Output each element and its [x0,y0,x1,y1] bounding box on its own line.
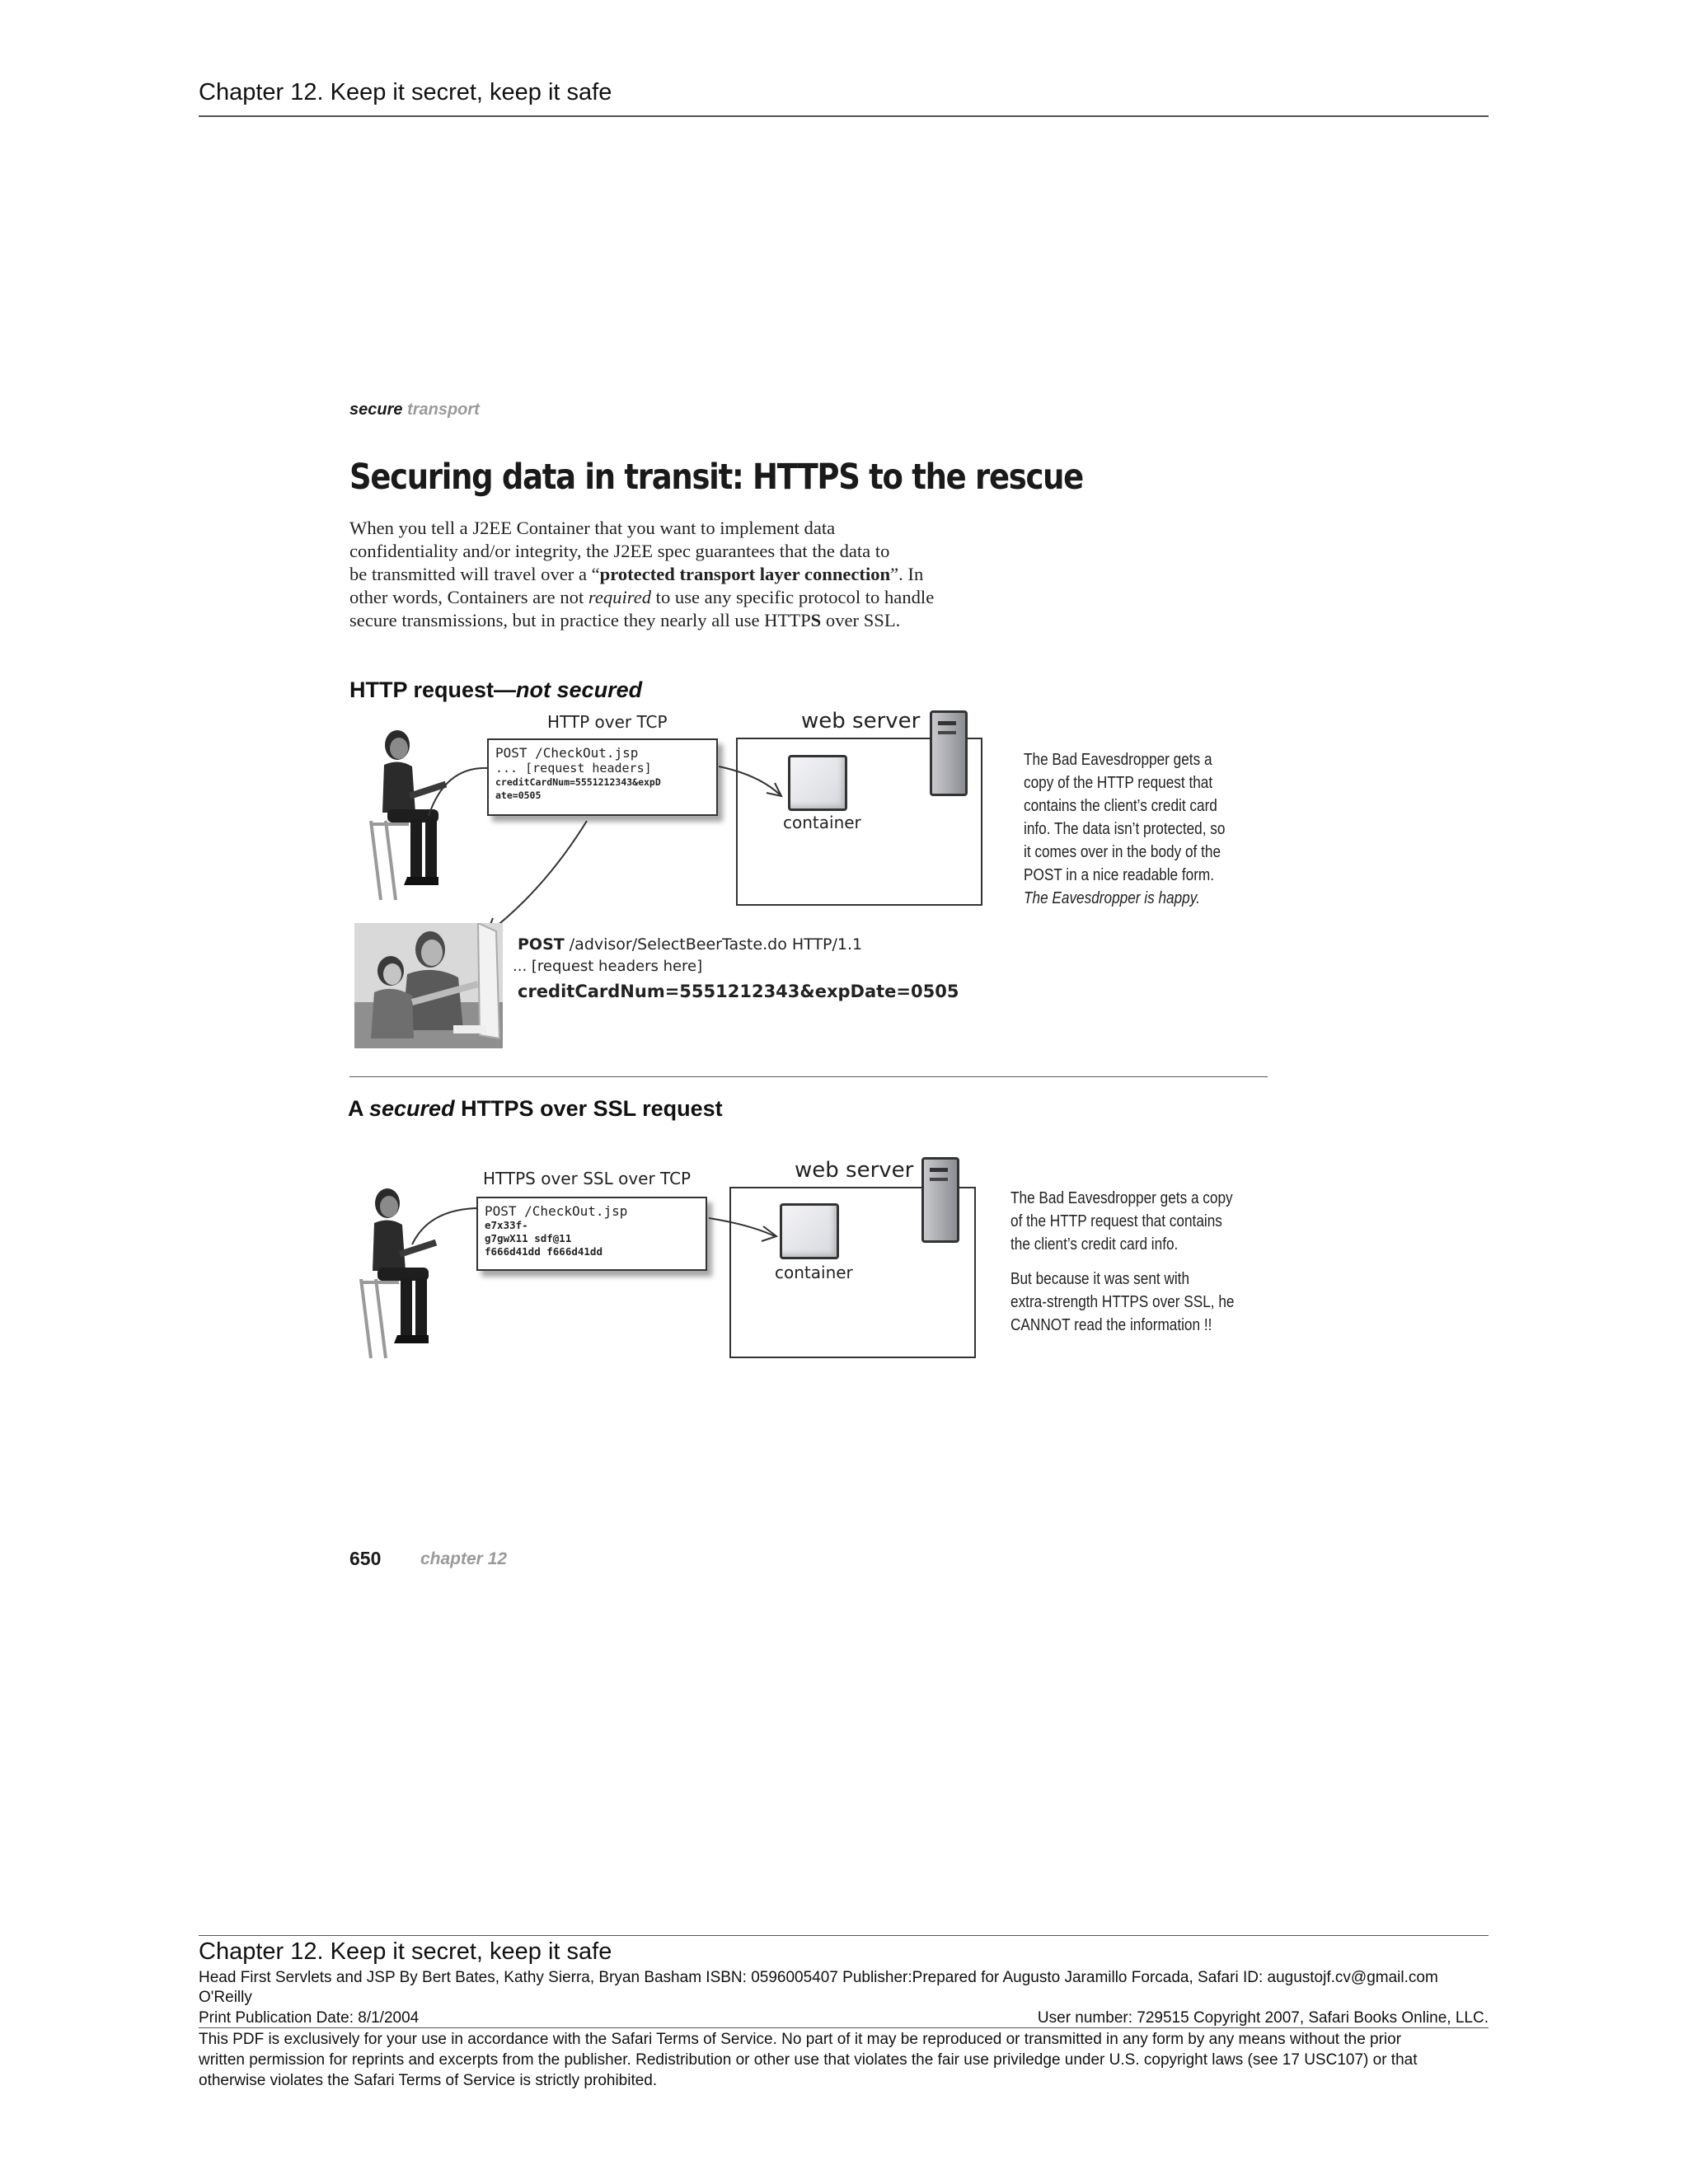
section1-transport-label: HTTP over TCP [547,712,668,732]
request-card-line-4: ate=0505 [495,790,542,801]
section1-server-label: web server [801,709,921,733]
running-header: Chapter 12. Keep it secret, keep it safe [199,79,612,105]
page-title: Securing data in transit: HTTPS to the rescue [349,457,1083,498]
request-card-line-2: ... [request headers] [495,761,652,776]
footer-book-info: Head First Servlets and JSP By Bert Bates, Kathy Sierra, Bryan Basham ISBN: 0596005407 Publisher:Prepared for Augusto Jaramillo Forcada, Safari ID: augustojf.cv@gmail.com [199,1969,1438,1986]
footer-title: Chapter 12. Keep it secret, keep it safe [199,1938,612,1965]
page-number: 650 [349,1548,382,1569]
footer-legal-1: This PDF is exclusively for your use in accordance with the Safari Terms of Service. No part of it may be reproduced or transmitted in any form by any means without the prior [199,2031,1402,2048]
section1-eavesdropper-note: The Bad Eavesdropper gets a copy of the HTTP request that contains the client’s credit card info. The data isn’t protected, so it comes over in the body of the POST in a nice readable form. The Eavesdropper is happy. [1024,748,1244,910]
secure-card-line-2: e7x33f- [485,1219,528,1231]
section2-transport-label: HTTPS over SSL over TCP [483,1169,692,1188]
section2-arrows [396,1203,808,1286]
section-divider [349,1076,1268,1077]
section1-heading: HTTP request—not secured [349,677,643,702]
client-to-secure-card-arrow [412,1208,476,1244]
secure-card-line-3: g7gwX11 sdf@11 [485,1232,572,1244]
intercepted-body: creditCardNum=5551212343&expDate=0505 [518,982,959,1001]
intro-paragraph [349,517,1025,632]
secure-card-line-1: POST /CheckOut.jsp [485,1203,628,1219]
section1-arrows [412,742,808,940]
footer-user-number: User number: 729515 Copyright 2007, Safari Books Online, LLC. [1037,2009,1489,2027]
intro-emphasis: protected transport layer connection [599,564,891,584]
intro-italic: required [588,587,652,607]
intercepted-headers: ... [request headers here] [513,958,703,975]
footer-legal-3: otherwise violates the Safari Terms of Service is strictly prohibited. [199,2072,658,2089]
section-tag-bold: secure [349,401,403,419]
intro-line-5: secure transmissions, but in practice they nearly all use HTTPS over SSL. [349,610,901,630]
section2-heading: A secured HTTPS over SSL request [348,1096,723,1121]
footer-legal-2: written permission for reprints and excerpts from the publisher. Redistribution or other use that violates the fair use priviledge under U.S. copyright laws (see 17 USC107) or that [199,2051,1418,2069]
intro-line-1: When you tell a J2EE Container that you want to implement data [349,518,836,538]
footer-pub-date: Print Publication Date: 8/1/2004 [199,2009,420,2027]
eavesdropper-happy: The Eavesdropper is happy. [1024,889,1200,907]
card-to-eavesdropper-arrow [488,821,587,933]
server-tower-icon-2 [921,1157,959,1243]
section2-container-label: container [775,1263,853,1282]
intercepted-request [518,933,862,956]
server-tower-icon [930,710,968,796]
request-card-line-3: creditCardNum=5551212343&expD [495,776,661,788]
client-to-card-arrow [429,768,488,816]
request-card-line-1: POST /CheckOut.jsp [495,745,639,761]
header-rule [199,115,1489,117]
section-tag-light: transport [407,401,480,419]
secure-card-line-4: f666d41dd f666d41dd [485,1245,603,1258]
section-tag [349,401,480,419]
section2-eavesdropper-note: The Bad Eavesdropper gets a copy of the HTTP request that contains the client’s credit card info. But because it was sent with extra-strength HTTPS over SSL, he CANNOT read the information !! [1010,1189,1235,1334]
section2-server-label: web server [795,1158,914,1183]
footer-rule-top [199,1935,1489,1936]
footer-rule-bottom [199,2027,1489,2028]
intercepted-request-line: POST /advisor/SelectBeerTaste.do HTTP/1.1 [518,935,863,954]
footer-publisher: O'Reilly [199,1989,252,2006]
intro-line-3: be transmitted will travel over a “protected transport layer connection”. In [349,564,924,584]
intro-line-2: confidentiality and/or integrity, the J2EE spec guarantees that the data to [349,541,890,561]
card-to-container-arrow [719,766,780,794]
eavesdropper-illustration [354,923,503,1048]
section1-container-label: container [783,813,861,832]
intro-line-4: other words, Containers are not required to use any specific protocol to handle [349,587,935,607]
page-chapter-label: chapter 12 [420,1549,508,1568]
